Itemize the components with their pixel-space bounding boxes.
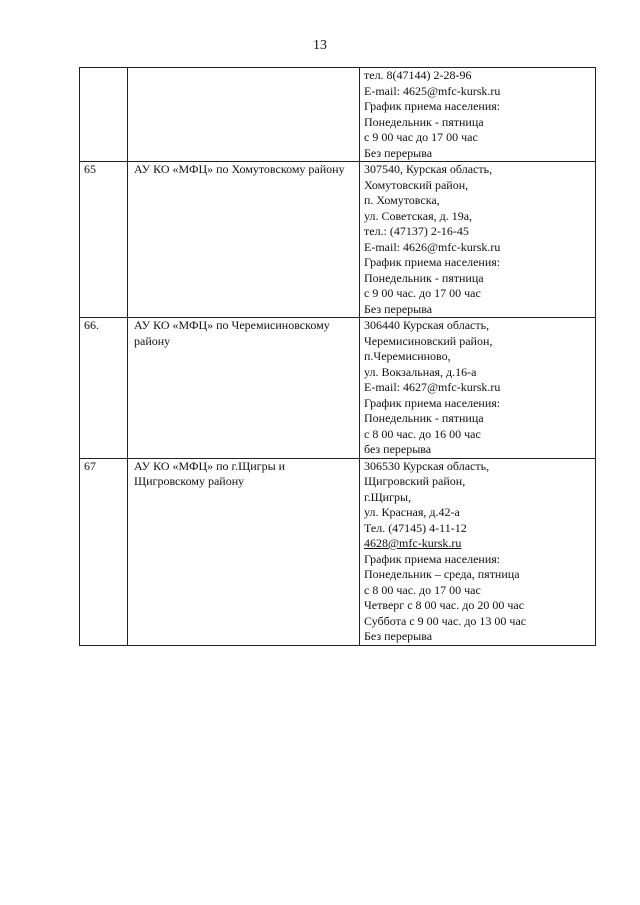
info-address-line: 307540, Курская область,: [364, 162, 493, 176]
office-name-cell: АУ КО «МФЦ» по Черемисиновскому району: [128, 318, 360, 459]
table-row: [80, 68, 596, 162]
page-number: 13: [313, 38, 327, 53]
info-address-line: ул. Красная, д.42-а: [364, 505, 460, 519]
info-address-line: ул. Советская, д. 19а,: [364, 208, 473, 223]
office-name-cell: [128, 68, 360, 162]
info-schedule-heading: График приема населения:: [364, 99, 501, 113]
table-row: [80, 318, 596, 459]
info-phone: тел. 8(47144) 2-28-96: [364, 68, 472, 82]
info-email: E-mail: 4627@mfc-kursk.ru: [364, 380, 501, 394]
info-address-line: п. Хомутовска,: [364, 193, 440, 207]
info-schedule-days: Понедельник - пятница: [364, 114, 484, 129]
table-row: [80, 162, 596, 318]
info-schedule-break: Без перерыва: [364, 145, 433, 160]
info-schedule-days: Понедельник - пятница: [364, 411, 484, 425]
info-address-line: ул. Вокзальная, д.16-а: [364, 364, 477, 379]
info-schedule-thursday: Четверг с 8 00 час. до 20 00 час: [364, 598, 525, 612]
office-info-cell: [360, 68, 596, 162]
office-name-cell: АУ КО «МФЦ» по г.Щигры и Щигровскому району: [128, 458, 360, 645]
info-email-link[interactable]: 4628@mfc-kursk.ru: [364, 536, 462, 550]
info-schedule-heading: График приема населения:: [364, 255, 501, 269]
info-phone: тел.: (47137) 2-16-45: [364, 224, 469, 238]
table-row: [80, 458, 596, 645]
office-info-cell: [360, 162, 596, 318]
info-schedule-hours: с 9 00 час до 17 00 час: [364, 130, 478, 144]
office-name-cell: АУ КО «МФЦ» по Хомутовскому району: [128, 162, 360, 318]
office-info-cell: [360, 318, 596, 459]
office-info-cell: [360, 458, 596, 645]
row-number-cell: 65: [80, 162, 128, 318]
row-number-cell: 67: [80, 458, 128, 645]
info-schedule-heading: График приема населения:: [364, 395, 501, 410]
info-schedule-hours: с 9 00 час. до 17 00 час: [364, 286, 481, 300]
info-address-line: Хомутовский район,: [364, 177, 469, 192]
info-schedule-break: Без перерыва: [364, 301, 433, 316]
info-address-line: г.Щигры,: [364, 489, 412, 504]
info-email: E-mail: 4625@mfc-kursk.ru: [364, 83, 501, 98]
info-address-line: Щигровский район,: [364, 474, 466, 488]
info-schedule-hours: с 8 00 час. до 16 00 час: [364, 426, 481, 441]
info-schedule-hours: с 8 00 час. до 17 00 час: [364, 582, 481, 597]
info-address-line: 306440 Курская область,: [364, 318, 490, 332]
mfc-offices-table: [79, 67, 596, 646]
info-schedule-days: Понедельник - пятница: [364, 270, 484, 285]
info-schedule-heading: График приема населения:: [364, 551, 501, 566]
info-schedule-break: без перерыва: [364, 442, 432, 456]
info-address-line: Черемисиновский район,: [364, 333, 493, 348]
info-schedule-break: Без перерыва: [364, 629, 433, 643]
info-email: E-mail: 4626@mfc-kursk.ru: [364, 239, 501, 254]
row-number-cell: [80, 68, 128, 162]
info-address-line: 306530 Курская область,: [364, 458, 490, 473]
info-phone: Тел. (47145) 4-11-12: [364, 520, 467, 535]
info-schedule-days: Понедельник – среда, пятница: [364, 567, 520, 581]
row-number-cell: 66.: [80, 318, 128, 459]
info-address-line: п.Черемисиново,: [364, 349, 451, 363]
info-schedule-saturday: Суббота с 9 00 час. до 13 00 час: [364, 613, 527, 628]
